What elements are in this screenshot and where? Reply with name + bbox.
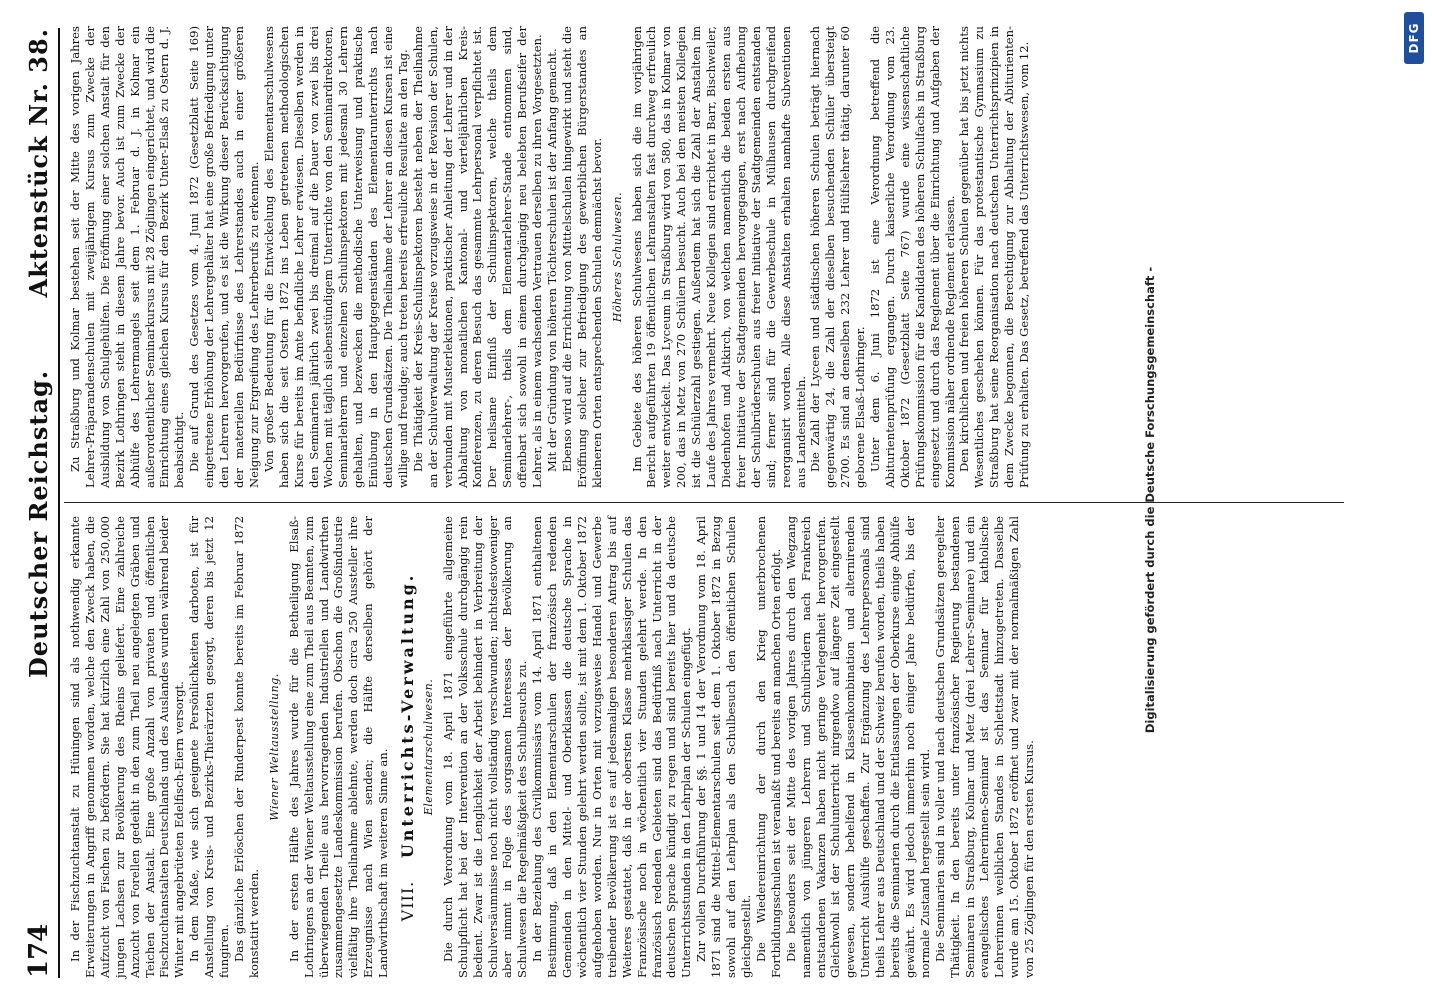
paragraph: Die Wiedereinrichtung der durch den Krieg unterbrochenen Fortbildungsschulen ist veranlaßt und bereits an manchen Orten erfolgt. — [753, 516, 783, 978]
paragraph: Das gänzliche Erlöschen der Rinderpest konnte bereits im Februar 1872 konstatirt werden. — [231, 516, 261, 978]
page-number: 174 — [24, 923, 54, 978]
paragraph: Zu Straßburg und Kolmar bestehen seit der Mitte des vorigen Jahres Lehrer-Präparandenschulen mit zweijährigem Kursus zum Zwecke der Ausbildung von Schulgehülfen. Die Eröffnung einer solchen Anstalt für den Bezirk Lothringen steht in diesem Jahre bevor. Auch ist zum Zwecke der Abhülfe des Lehrermangels seit dem 1. Februar d. J. in Kolmar ein außerordentlicher Seminarkursus mit 28 Zöglingen eingerichtet, und wird die Einrichtung eines gleichen Kursus für den Bezirk Unter-Elsaß zu Ostern d. J. beabsichtigt. — [68, 26, 187, 488]
left-column — [68, 516, 1037, 978]
paragraph: Im Gebiete des höheren Schulwesens haben sich die im vorjährigen Bericht aufgeführten 19 öffentlichen Lehranstalten fast durchweg erfreulich weiter entwickelt. Das Lyceum in Straßburg wird von 580, das in Kolmar von 200, das in Metz von 270 Schülern besucht. Auch bei den meisten Kollegien ist die Schülerzahl gestiegen. Außerdem hat sich die Zahl der Anstalten im Laufe des Jahres vermehrt. Neue Kollegien sind errichtet in Barr, Bischweiler, Diedenhofen und Altkirch, von welchen namentlich die beiden ersten aus freier Initiative der Stadtgemeinden hervorgegangen, erst nach Aufhebung der Schulbrüderschulen aus freier Initiative der Stadtgemeinden entstanden sind; ferner sind für die Gewerbeschule in Mülhausen durchgreifend reorganisirt worden. Alle diese Anstalten erhalten namhafte Subventionen aus Landesmitteln. — [629, 26, 808, 488]
paragraph: Mit der Gründung von höheren Töchterschulen ist der Anfang gemacht. — [545, 48, 559, 472]
paragraph: Von großer Bedeutung für die Entwickelung des Elementarschulwesens haben sich die seit Ostern 1872 ins Leben getretenen methodologischen Kurse für bereits im Amte befindliche Lehrer erwiesen. Dieselben werden in den Seminarien jährlich zwei bis dreimal auf die Dauer von zwei bis drei Wochen mit täglich siebenstündigem Unterrichte von den Seminardirektoren, Seminarlehrern und einzelnen Schulinspektoren mit jedesmal 30 Lehrern gehalten, und bezwecken die methodische Unterweisung und praktische Einübung in den Hauptgegenständen des Elementarunterrichts nach deutschen Grundsätzen. Die Theilnahme der Lehrer an diesen Kursen ist eine willige und freudige; auch treten bereits erfreuliche Resultate an den Tag. — [261, 26, 410, 488]
paragraph: Zur vollen Durchführung der §§. 1 und 14 der Verordnung vom 18. April 1871 sind die Mittel-Elementarschulen seit dem 1. Oktober 1872 in Bezug sowohl auf den Lehrplan als den Schulbesuch den öffentlichen Schulen gleichgestellt. — [694, 516, 753, 978]
dfg-logo-text: DFG — [1407, 22, 1421, 54]
paragraph: Die Seminarien sind in voller und nach deutschen Grundsätzen geregelter Thätigkeit. In den bereits unter französischer Regierung bestandenen Seminaren in Straßburg, Kolmar und Metz (drei Lehrer-Seminare) und ein evangelisches Lehrerinnen-Seminar ist das Seminar für katholische Lehrerinnen weiblichen Standes in Schlettstadt hinzugetreten. Dasselbe wurde am 15. Oktober 1872 eröffnet und zwar mit der normalmäßigen Zahl von 25 Zöglingen für den ersten Kursus. — [932, 516, 1037, 978]
digitization-credit — [1140, 0, 1160, 1000]
document-number: Aktenstück Nr. 38. — [24, 28, 53, 298]
paragraph: Die Zahl der Lyceen und städtischen höheren Schulen beträgt hiernach gegenwärtig 24, die Zahl der dieselben besuchenden Schüler übersteigt 2700. Es sind an denselben 232 Lehrer und Hülfslehrer thätig, darunter 60 geborene Elsaß-Lothringer. — [808, 26, 868, 488]
subheading: Wiener Weltausstellung. — [267, 673, 281, 821]
page-header — [18, 28, 60, 978]
paragraph: Ebenso wird auf die Errichtung von Mittelschulen hingewirkt und steht die Eröffnung solcher zur Befriedigung des gewerblichen Bürgerstandes an kleineren Orten entsprechenden Schulen demnächst bevor. — [559, 26, 604, 488]
right-column — [68, 26, 1032, 488]
paragraph: Die durch Verordnung vom 18. April 1871 eingeführte allgemeine Schulpflicht hat bei der Intervention an der Volksschule durchgängig rein bedient. Zwar ist die Lenglichkeit der Arbeit behindert in Verbreitung der Schulversäumnisse noch nicht vollständig verschwunden; nichtsdestoweniger aber nimmt in Folge des sorgsamen Interesses der Bevölkerung an Schulwesen die Regelmäßigkeit des Schulbesuchs zu. — [440, 516, 530, 978]
paragraph: In der ersten Hälfte des Jahres wurde für die Betheiligung Elsaß-Lothringens an der Wiener Weltausstellung eine zum Theil aus Beamten, zum überwiegenden Theile aus hervorragenden Industriellen und Landwirthen zusammengesetzte Landeskommission berufen. Obschon die Großindustrie vielfältig ihre Theilnahme ablehnte, werden doch circa 250 Aussteller ihre Erzeugnisse nach Wien senden; die Hälfte derselben gehört der Landwirthschaft im weiteren Sinne an. — [286, 516, 391, 978]
paragraph: Den kirchlichen und freien höheren Schulen gegenüber hat bis jetzt nichts Wesentliches geschehen können. Für das protestantische Gymnasium zu Straßburg hat seine Reorganisation nach deutschen Unterrichtsprinzipien in dem Zwecke begonnen, die Berechtigung zur Abhaltung der Abiturienten-Prüfung zu erhalten. Das Gesetz, betreffend das Unterrichtswesen, vom 12. — [957, 26, 1032, 488]
paragraph: Unter dem 6. Juni 1872 ist eine Verordnung betreffend die Abiturientenprüfung ergangen. Durch kaiserliche Verordnung vom 23. Oktober 1872 (Gesetzblatt Seite 767) wurde eine wissenschaftliche Prüfungskommission für die Kandidaten des höheren Schulfachs in Straßburg eingesetzt und durch das Reglement über die Einrichtung und Aufgaben der Kommission näher ordnende Reglement erlassen. — [868, 26, 957, 488]
section-number: VIII. — [398, 880, 418, 922]
publication-title: Deutscher Reichstag. — [24, 369, 53, 678]
section-heading — [398, 516, 418, 978]
section-title: Unterrichts-Verwaltung. — [398, 572, 418, 859]
paragraph: In der Beziehung des Civilkommissärs vom 14. April 1871 enthaltenen Bestimmung, daß in den Elementarschulen der französisch redenden Gemeinden in den Mittel- und Oberklassen die deutsche Sprache in wöchentlich vier Stunden gelehrt werden sollte, ist mit dem 1. Oktober 1872 aufgehoben worden. Nur in Orten mit vorzugsweise Handel und Gewerbe treibender Bevölkerung ist es auf jedesmaligen besonderen Antrag bis auf Weiteres gestattet, daß in der obersten Klasse mehrklassiger Schulen das Französische noch in wöchentlich vier Stunden gelehrt werde. In den französisch redenden Gebieten sind das Bedürfniß nach Unterricht in der deutschen Sprache kündigt zu regen und sind bereits hier und da deutsche Unterrichtsstunden in den Lehrplan der Schulen eingefügt. — [530, 516, 694, 978]
paragraph: Die besonders seit der Mitte des vorigen Jahres durch den Wegzang namentlich von jüngeren Lehrern und Schulbrüdern nach Frankreich entstandenen Vakanzen haben nicht geringe Verlegenheit hervorgerufen. Gleichwohl ist der Schulunterricht nirgendwo auf längere Zeit eingestellt gewesen, sondern behelfend in Klassenkombination und alternirenden Unterricht Aushülfe geschaffen. Zur Ergänzung des Lehrerpersonals sind theils Lehrer aus Deutschland und der Schweiz berufen worden, theils haben bereits die Seminarien durch die Entlassungen der Oberkurse einige Abhülfe gewährt. Es wird jedoch immerhin noch einiger Jahre bedürfen, bis der normale Zustand hergestellt sein wird. — [783, 516, 932, 978]
paragraph: Die auf Grund des Gesetzes vom 4. Juni 1872 (Gesetzblatt Seite 169) eingetretene Erhöhung der Lehrergehälter hat eine große Befriedigung unter den Lehrern hervorgerufen, und es ist die Wirkung dieser Berücksichtigung der materiellen Bedürfnisse des Lehrerstandes auch in einer größeren Neigung zur Ergreifung des Lehrerberufs zu erkennen. — [187, 26, 261, 488]
subheading: Höheres Schulwesen. — [610, 191, 624, 323]
paragraph: In der Fischzuchtanstalt zu Hüningen sind als nothwendig erkannte Erweiterungen in Angriff genommen worden, welche den Zweck haben, die Aufzucht von Fischen zu befördern. Sie hat kürzlich eine Zahl von 250,000 jungen Lachsen zur Bevölkerung des Rheins geliefert. Eine zahlreiche Anzucht von Forellen gedeiht in den zum Theil neu angelegten Gräben und Teichen der Anstalt. Eine große Anzahl von privaten und öffentlichen Fischzuchtanstalten Deutschlands und des Auslandes wurden während beider Winter mit angebrüteten Edelfisch-Eiern versorgt. — [68, 516, 187, 978]
paragraph: Die Thätigkeit der Kreis-Schulinspektoren besteht neben der Theilnahme an der Schulverwaltung der Kreise vorzugsweise in der Revision der Schulen, verbunden mit Musterlektionen, praktischer Anleitung der Lehrer und in der Abhaltung von monatlichen Kantonal- und vierteljährlichen Kreis-Konferenzen, zu deren Besuch das gesammte Lehrpersonal verpflichtet ist. Der heilsame Einfluß der Schulinspektoren, welche theils dem Seminarlehrer-, theils dem Elementarlehrer-Stande entnommen sind, offenbart sich sowohl in einem durchgängig neu belebten Berufseifer der Lehrer, als in einem wachsenden Vertrauen derselben zu ihren Vorgesetzten. — [410, 26, 545, 488]
paragraph: In dem Maße, wie sich geeignete Persönlichkeiten darboten, ist für Anstellung von Kreis- und Bezirks-Thierärzten gesorgt, deren bis jetzt 12 fungiren. — [187, 516, 232, 978]
dfg-logo — [1404, 12, 1424, 64]
subheading: Elementarschulwesen. — [421, 678, 435, 816]
credit-text: Digitalisierung gefördert durch die Deutsche Forschungsgemeinschaft - — [1143, 266, 1157, 734]
